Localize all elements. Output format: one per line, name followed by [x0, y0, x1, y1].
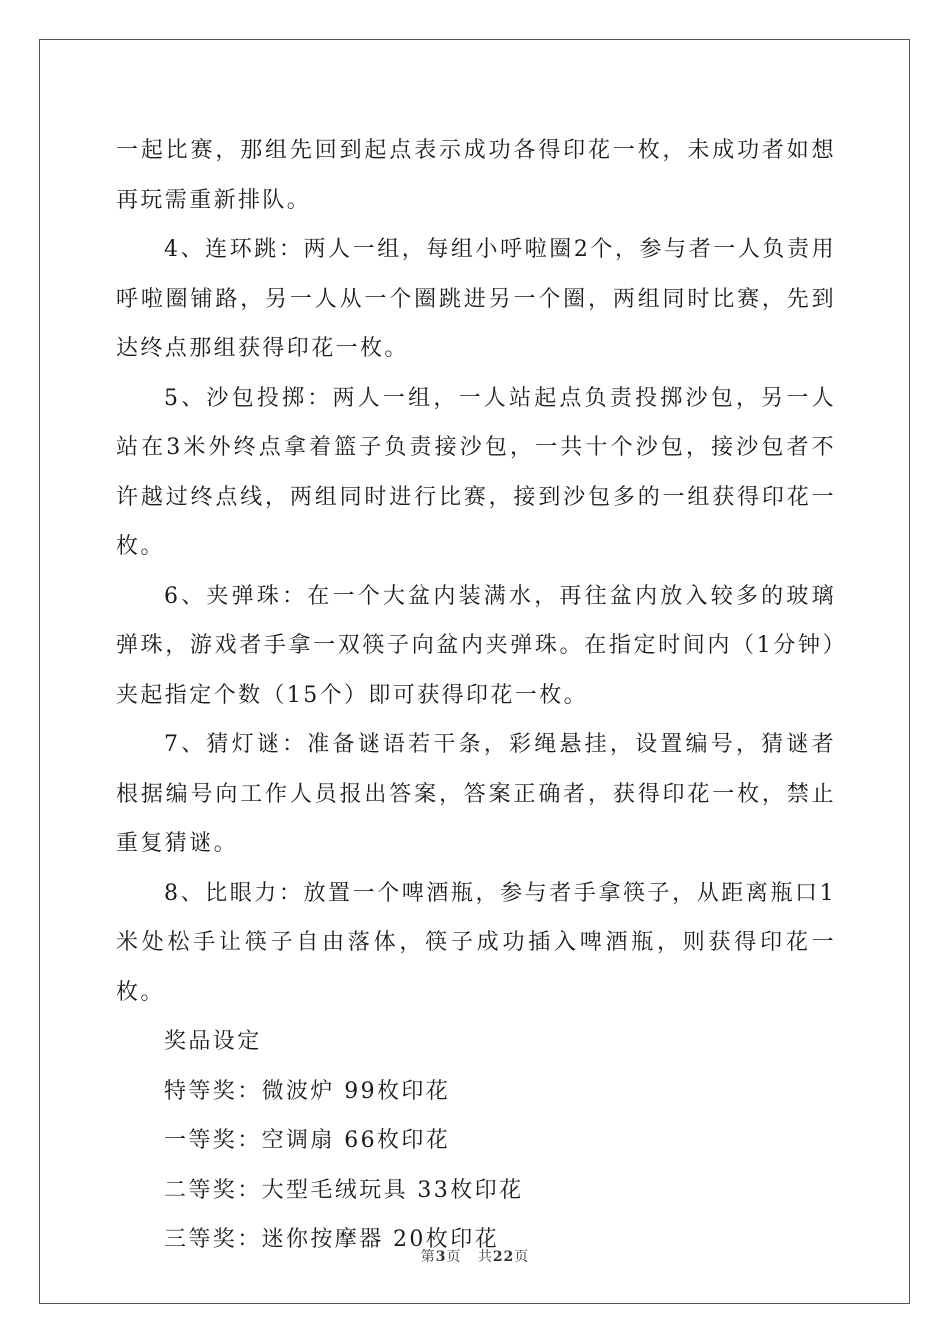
- paragraph-item-5: 5、沙包投掷：两人一组，一人站起点负责投掷沙包，另一人站在3米外终点拿着篮子负责接沙包，一共十个沙包，接沙包者不许越过终点线，两组同时进行比赛，接到沙包多的一组获得印花一枚。: [116, 385, 836, 559]
- paragraph-continuation: 一起比赛，那组先回到起点表示成功各得印花一枚，未成功者如想再玩需重新排队。: [116, 138, 836, 213]
- paragraph-item-4: 4、连环跳：两人一组，每组小呼啦圈2个，参与者一人负责用呼啦圈铺路，另一人从一个圈跳进另一个圈，两组同时比赛，先到达终点那组获得印花一枚。: [116, 237, 836, 361]
- page-footer: [0, 1246, 950, 1266]
- document-body: [116, 126, 836, 1265]
- prize-item-special: 特等奖：微波炉 99枚印花: [164, 1078, 451, 1104]
- prize-heading: 奖品设定: [164, 1029, 262, 1054]
- total-pages: 22: [492, 1249, 515, 1265]
- paragraph-item-6: 6、夹弹珠：在一个大盆内装满水，再往盆内放入较多的玻璃弹珠，游戏者手拿一双筷子向盆内夹弹珠。在指定时间内（1分钟）夹起指定个数（15个）即可获得印花一枚。: [116, 583, 836, 708]
- total-suffix: 页: [514, 1249, 530, 1265]
- prize-item-second: 二等奖：大型毛绒玩具 33枚印花: [164, 1177, 524, 1203]
- page-prefix: 第: [420, 1249, 436, 1265]
- total-prefix: 共: [477, 1249, 493, 1265]
- paragraph-item-8: 8、比眼力：放置一个啤酒瓶，参与者手拿筷子，从距离瓶口1米处松手让筷子自由落体，筷子成功插入啤酒瓶，则获得印花一枚。: [116, 880, 836, 1005]
- prize-item-first: 一等奖：空调扇 66枚印花: [164, 1128, 451, 1153]
- page-suffix: 页: [446, 1249, 462, 1265]
- page-number: 3: [435, 1249, 447, 1265]
- prize-item-third: 三等奖：迷你按摩器 20枚印花: [164, 1227, 499, 1252]
- paragraph-item-7: 7、猜灯谜：准备谜语若干条，彩绳悬挂，设置编号，猜谜者根据编号向工作人员报出答案，答案正确者，获得印花一枚，禁止重复猜谜。: [116, 732, 836, 856]
